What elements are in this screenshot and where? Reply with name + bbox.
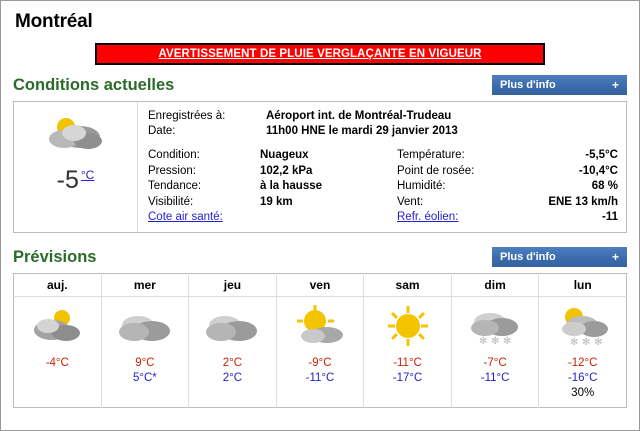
tendency-value: à la hausse [260,180,323,192]
date-value: 11h00 HNE le mardi 29 janvier 2013 [266,125,458,137]
current-conditions-panel [13,101,627,233]
forecast-header-row [14,273,627,296]
table-row [148,148,383,164]
svg-text:✻: ✻ [581,336,591,347]
forecast-cell[interactable] [276,296,364,407]
warning-banner-wrap [13,43,627,65]
forecast-table [13,273,627,408]
station-label: Enregistrées à: [148,110,226,122]
pressure-value: 102,2 kPa [260,164,313,177]
pressure-label: Pression: [148,164,196,177]
current-details [138,102,626,232]
wind-label: Vent: [397,195,424,208]
condition-columns [148,148,618,226]
cloudy-sun-icon [14,110,137,156]
visibility-value: 19 km [260,195,293,208]
current-conditions-header [13,75,627,97]
forecast-high: -9°C [308,356,332,369]
svg-text:✻: ✻ [569,336,579,347]
table-row [397,195,618,211]
visibility-label: Visibilité: [148,195,194,208]
forecast-high: -4°C [45,356,69,369]
air-quality-link[interactable]: Cote air santé: [148,211,223,223]
humidity-label: Humidité: [397,180,446,192]
sun-behind-cloud-icon [277,303,364,349]
forecast-cell[interactable] [451,296,539,407]
forecast-title: Prévisions [13,247,97,266]
current-temperature-value: -5 [56,166,79,194]
forecast-cell[interactable] [14,296,102,407]
sun-cloud-snow-icon [539,303,626,349]
condition-label: Condition: [148,149,200,161]
forecast-header [13,247,627,269]
condition-value: Nuageux [260,149,309,161]
table-row [148,164,383,180]
forecast-day-header: auj. [14,273,102,296]
tendency-label: Tendance: [148,180,202,192]
forecast-cell[interactable] [101,296,189,407]
cloudy-icon [189,303,276,349]
svg-text:✻: ✻ [593,336,603,347]
forecast-day-header: ven [276,273,364,296]
table-row [148,179,383,195]
forecast-high: -11°C [393,356,422,369]
table-row [397,164,618,180]
forecast-day-header: dim [451,273,539,296]
current-summary [14,102,138,232]
forecast-high: 9°C [135,356,155,369]
forecast-row [14,296,627,407]
dewpoint-label: Point de rosée: [397,164,475,177]
plus-icon: + [611,78,619,92]
windchill-value: -11 [602,211,618,223]
station-value: Aéroport int. de Montréal-Trudeau [266,110,452,122]
svg-text:✻: ✻ [503,335,512,347]
cloudy-icon [102,303,189,349]
plus-icon: + [611,249,619,264]
forecast-low: -16°C [567,371,598,384]
current-more-info-label: Plus d'info [500,79,556,91]
forecast-high: 2°C [222,356,243,369]
table-row [148,195,383,211]
forecast-more-info-label: Plus d'info [500,250,556,263]
weather-warning-banner[interactable]: AVERTISSEMENT DE PLUIE VERGLAÇANTE EN VIGUEUR [95,43,545,65]
windchill-link[interactable]: Refr. éolien: [397,211,459,223]
sun-icon [364,303,451,349]
current-temperature [14,166,137,195]
table-row [397,210,618,226]
forecast-cell[interactable] [539,296,627,407]
sun-behind-cloud-icon [14,303,101,349]
forecast-day-header: mer [101,273,189,296]
page-title: Montréal [15,11,93,32]
forecast-pop: 30% [571,386,595,399]
humidity-value: 68 % [591,180,618,192]
condition-column-right [383,148,618,226]
forecast-cell[interactable] [189,296,277,407]
condition-column-left [148,148,383,226]
forecast-more-info-button[interactable] [492,247,627,267]
forecast-day-header: lun [539,273,627,296]
svg-text:✻: ✻ [491,335,500,347]
forecast-day-header: jeu [189,273,277,296]
temperature-unit-link[interactable]: °C [80,167,95,182]
forecast-low: 2°C [222,371,243,384]
forecast-day-header: sam [364,273,452,296]
forecast-low: -11°C [305,371,335,384]
svg-text:✻: ✻ [479,335,488,347]
wind-value: ENE 13 km/h [548,195,618,208]
forecast-low: -17°C [392,371,423,384]
temperature-label: Température: [397,149,465,161]
current-conditions-title: Conditions actuelles [13,76,175,94]
forecast-cell[interactable] [364,296,452,407]
forecast-high: -12°C [567,356,598,369]
forecast-low: -11°C [480,371,510,384]
table-row [397,179,618,195]
forecast-low: 5°C* [132,371,157,384]
date-label: Date: [148,125,176,137]
temperature-value: -5,5°C [585,149,618,161]
dewpoint-value: -10,4°C [578,164,618,177]
table-row [397,148,618,164]
current-more-info-button[interactable] [492,75,627,95]
table-row [148,210,383,226]
cloudy-snow-icon [452,303,539,349]
forecast-high: -7°C [483,356,507,369]
station-row [148,109,618,124]
date-row [148,124,618,139]
